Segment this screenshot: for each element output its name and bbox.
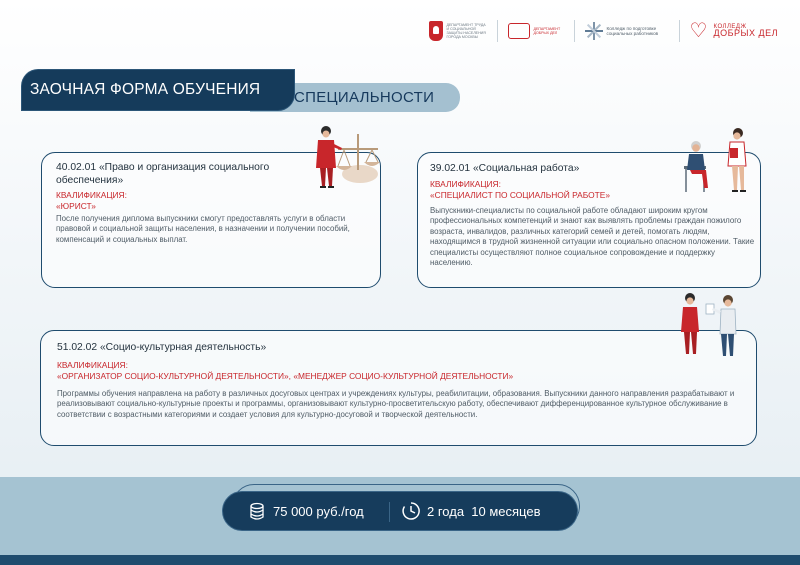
title-secondary: СПЕЦИАЛЬНОСТИ: [250, 83, 460, 112]
kdd-logo: [690, 21, 778, 41]
pill-divider: [389, 502, 390, 522]
program-description: Программы обучения направлена на работу в различных досуговых центрах и учреждениях культуры, реабилитации, образования. Выпускники данного направления разрабатывают и реализовывают социально-культурные проекты и программы, организовывают культурно-просветительскую работу, обеспечивают дифференцированное культурное обслуживание в соответствии с возрастными категориями и создает условия для культурно-досуговой и творческой деятельности.: [57, 389, 735, 419]
price-text: 75 000 руб./год: [273, 503, 364, 519]
program-card-socio-cultural: [40, 330, 757, 446]
dept-logo-text: ДЕПАРТАМЕНТ ТРУДА И СОЦИАЛЬНОЙ ЗАЩИТЫ НАСЕЛЕНИЯ ГОРОДА МОСКВЫ: [446, 22, 486, 40]
coins-icon: [247, 501, 267, 521]
qualification-value: «ЮРИСТ»: [56, 201, 96, 211]
kdd-logo-text: [714, 24, 778, 39]
kps-logo: [585, 22, 669, 40]
program-title: 39.02.01 «Социальная работа»: [430, 163, 580, 174]
footer-stripe: [0, 555, 800, 565]
program-title: 51.02.02 «Социо-культурная деятельность»: [57, 342, 267, 353]
tuition-info-pill: [222, 491, 578, 531]
program-description: После получения диплома выпускники смогут предоставлять услуги в области правовой и социальной защиты населения, в назначении и получении пособий, компенсаций и социальных выплат.: [56, 214, 350, 244]
logo-divider: [574, 20, 575, 42]
qualification-label: КВАЛИФИКАЦИЯ:: [56, 190, 127, 200]
social-worker-illustration: [678, 126, 758, 194]
kps-logo-text: Колледж по подготовке социальных работников: [606, 25, 659, 36]
qualification-value: «СПЕЦИАЛИСТ ПО СОЦИАЛЬНОЙ РАБОТЕ»: [430, 190, 611, 200]
kdd-logo-line2: ДОБРЫХ ДЕЛ: [713, 28, 778, 38]
asterisk-icon: [585, 22, 603, 40]
duration-item: [401, 501, 541, 521]
page-title: ЗАОЧНАЯ ФОРМА ОБУЧЕНИЯ: [22, 70, 294, 110]
program-qualification: [57, 360, 513, 382]
moscow-emblem-icon: [429, 21, 443, 41]
clock-icon: [401, 501, 421, 521]
lawyer-scales-illustration: [308, 124, 384, 194]
dept-dobro-logo-text: ДЕПАРТАМЕНТ ДОБРЫХ ДЕЛ: [533, 26, 561, 35]
partner-logos: [429, 18, 778, 44]
program-description: Выпускники-специалисты по социальной работе обладают широким кругом профессиональных компетенций и знают как выявлять проблемы граждан пожилого возраста, инвалидов, различных категорий семей и детей, помогать людям, находящимся в трудной жизненной ситуации или социально опасном положении. Такие специалисты осуществляют полное социальное сопровождение и поддержку населению.: [430, 206, 755, 268]
kdd-logo-line1: КОЛЛЕДЖ: [713, 23, 747, 30]
dobro-mark-icon: [508, 23, 530, 39]
program-qualification: [430, 179, 610, 201]
program-title: 40.02.01 «Право и организация социального обеспечения»: [56, 162, 270, 186]
dept-dobro-logo: [508, 23, 564, 39]
logo-divider: [497, 20, 498, 42]
qualification-label: КВАЛИФИКАЦИЯ:: [57, 360, 128, 370]
heart-icon: ♡: [689, 20, 708, 42]
qualification-value: «ОРГАНИЗАТОР СОЦИО-КУЛЬТУРНОЙ ДЕЯТЕЛЬНОСТИ», «МЕНЕДЖЕР СОЦИО-КУЛЬТУРНОЙ ДЕЯТЕЛЬНОСТИ»: [57, 371, 514, 381]
logo-divider: [679, 20, 680, 42]
qualification-label: КВАЛИФИКАЦИЯ:: [430, 179, 501, 189]
duration-text: 2 года 10 месяцев: [427, 503, 541, 519]
price-item: [247, 501, 364, 521]
program-qualification: [56, 190, 127, 212]
dept-logo: [429, 21, 487, 41]
managers-illustration: [676, 290, 746, 360]
